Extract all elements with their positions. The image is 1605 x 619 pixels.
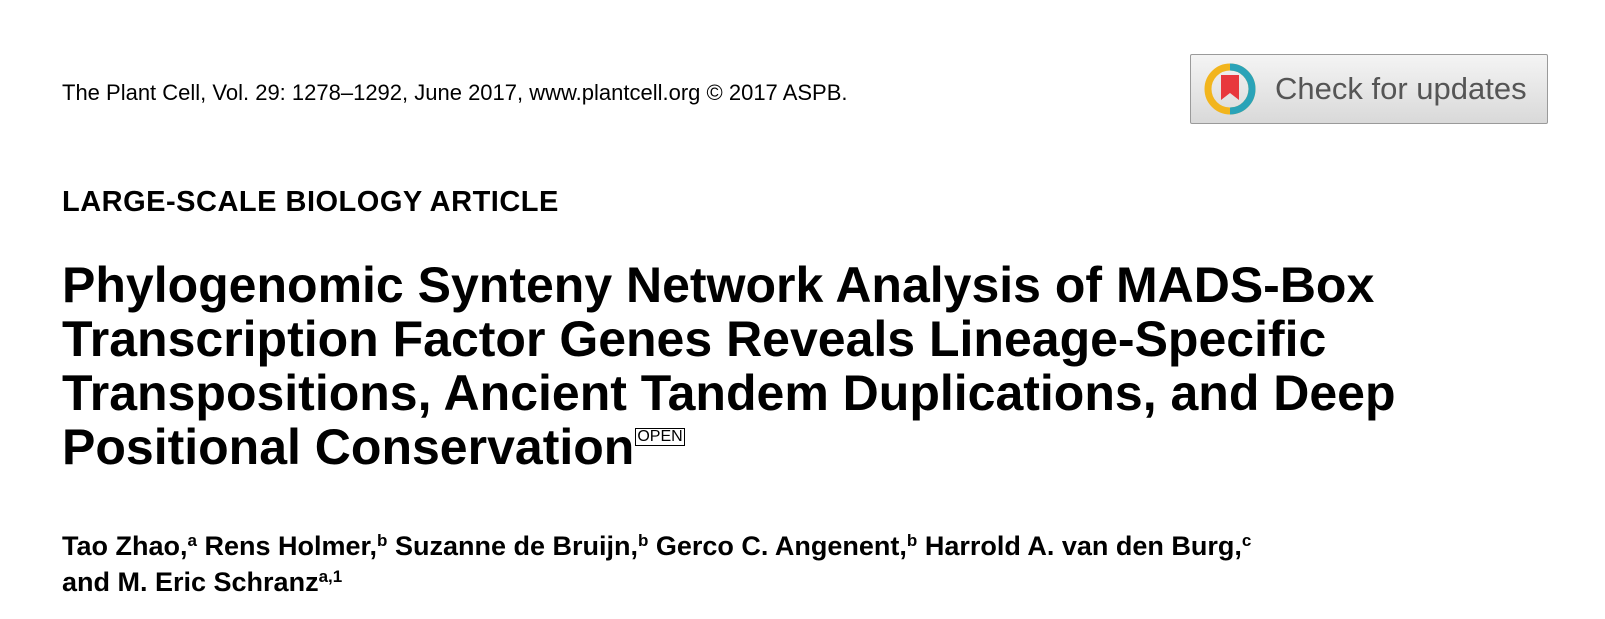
title-line-last bbox=[62, 420, 1512, 474]
check-for-updates-icon bbox=[1203, 62, 1257, 116]
article-title bbox=[62, 258, 1512, 474]
author-affiliation: a bbox=[187, 531, 197, 550]
check-for-updates-button[interactable] bbox=[1190, 54, 1548, 124]
article-type: LARGE-SCALE BIOLOGY ARTICLE bbox=[62, 186, 559, 218]
author-name: and M. Eric Schranz bbox=[62, 567, 319, 597]
author-list bbox=[62, 528, 1251, 600]
author-line bbox=[62, 564, 1251, 600]
title-line-text: Positional Conservation bbox=[62, 419, 635, 475]
journal-citation: The Plant Cell, Vol. 29: 1278–1292, June 2017, www.plantcell.org © 2017 ASPB. bbox=[62, 80, 848, 105]
title-line: Transpositions, Ancient Tandem Duplications, and Deep bbox=[62, 365, 1396, 421]
author-affiliation: b bbox=[637, 531, 649, 550]
author-name: Tao Zhao, bbox=[62, 531, 188, 561]
author-affiliation: c bbox=[1241, 531, 1252, 550]
author-affiliation: b bbox=[377, 531, 388, 550]
author-affiliation: b bbox=[906, 531, 918, 550]
check-for-updates-label: Check for updates bbox=[1275, 71, 1527, 106]
author-name: Suzanne de Bruijn, bbox=[394, 531, 638, 561]
author-name: Gerco C. Angenent, bbox=[655, 531, 907, 561]
author-name: Harrold A. van den Burg, bbox=[924, 531, 1242, 561]
author-affiliation: a,1 bbox=[318, 567, 343, 586]
author-line bbox=[62, 528, 1251, 564]
title-line: Phylogenomic Synteny Network Analysis of MADS-Box bbox=[62, 257, 1375, 313]
open-access-badge[interactable]: OPEN bbox=[637, 428, 683, 445]
title-line: Transcription Factor Genes Reveals Lineage-Specific bbox=[62, 311, 1327, 367]
author-name: Rens Holmer, bbox=[204, 531, 378, 561]
